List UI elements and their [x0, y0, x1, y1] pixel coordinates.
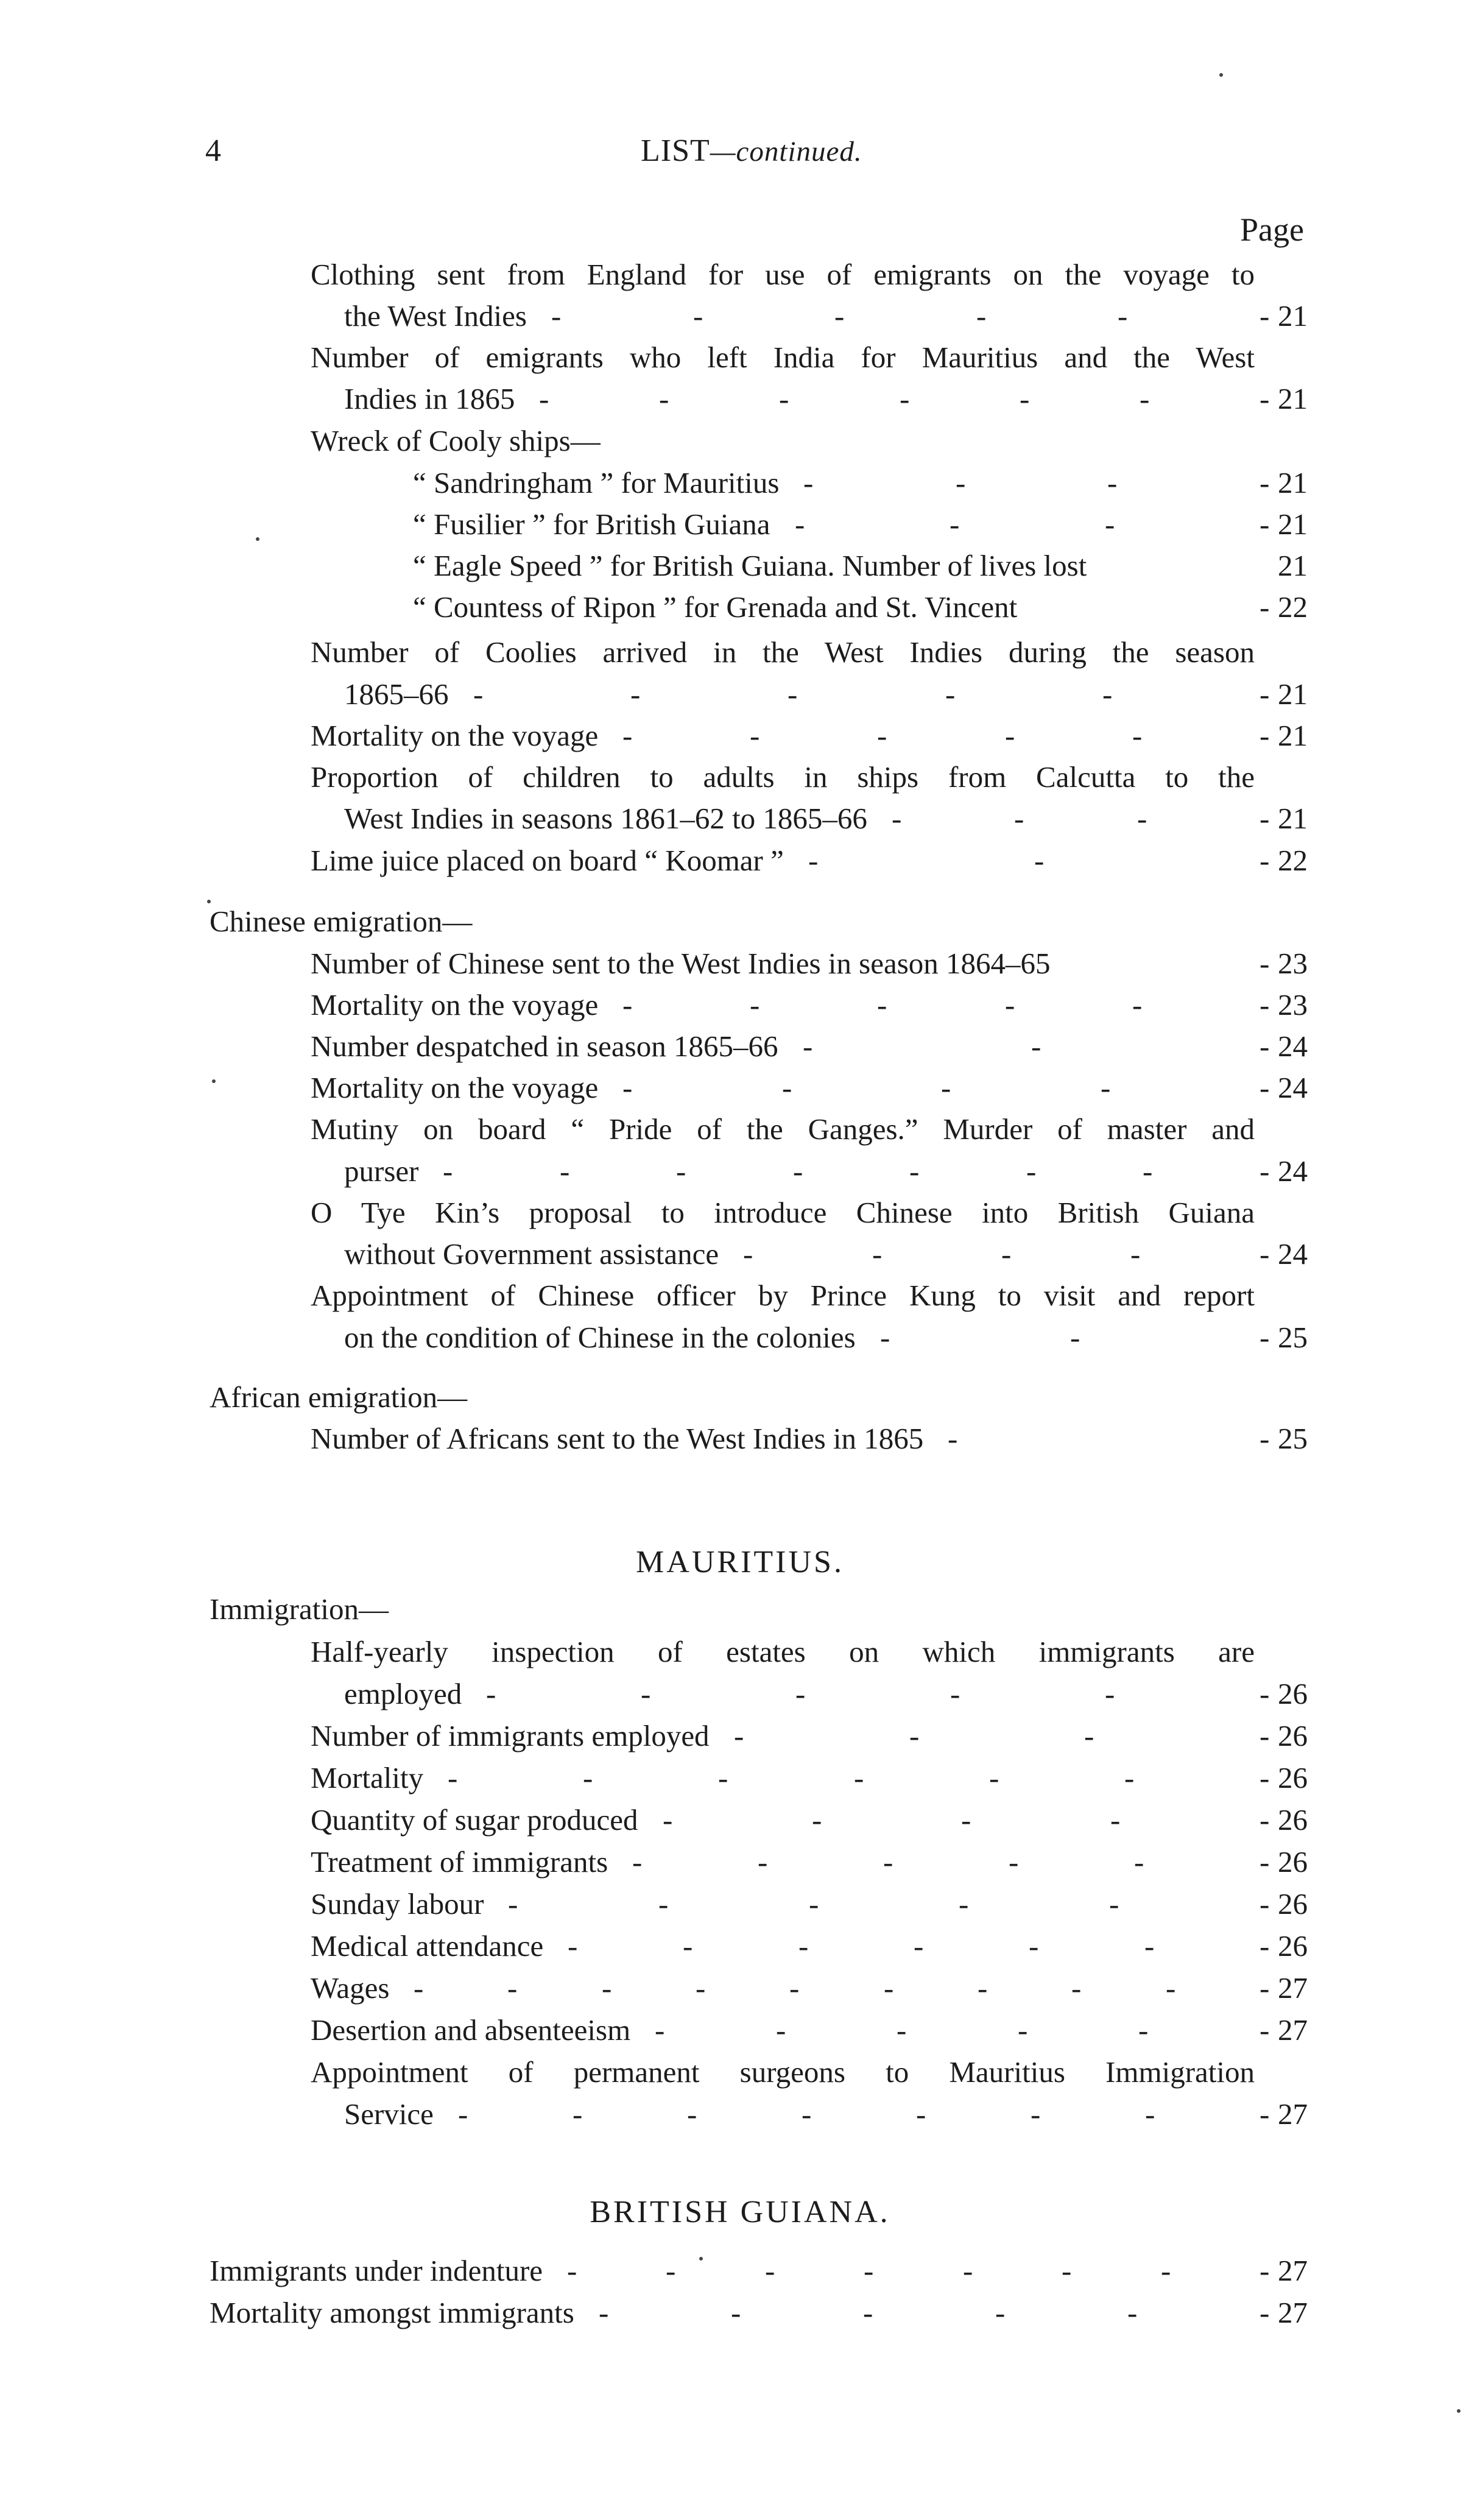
page-ref: 26: [1278, 1677, 1308, 1710]
leader-dash: -: [602, 1971, 612, 2005]
leader-dash: -: [950, 507, 960, 541]
page-ref: 22: [1278, 844, 1308, 877]
leader-dash: -: [508, 1887, 518, 1921]
entry-text: Clothing sent from England for use of emigrants on the voyage to: [311, 258, 1255, 291]
leader-dash: -: [448, 1761, 458, 1795]
leader-dash: -: [1031, 2097, 1041, 2131]
page-ref: 26: [1278, 1719, 1308, 1752]
running-head-continued: —continued.: [710, 136, 862, 168]
leader-dash: -: [663, 1803, 673, 1837]
leader-dash: -: [789, 1971, 800, 2005]
page-ref: 26: [1278, 1761, 1308, 1795]
leader-dash: -: [961, 1803, 971, 1837]
leader-dash: -: [622, 1071, 633, 1104]
leader-dash: -: [696, 1971, 706, 2005]
leader-dash: -: [1260, 507, 1270, 541]
leader-dash: -: [877, 988, 887, 1022]
page-ref: 23: [1278, 988, 1308, 1022]
page-ref: 27: [1278, 1971, 1308, 2005]
leader-dash: -: [1005, 988, 1015, 1022]
leader-dash: -: [486, 1677, 496, 1710]
entry-text: Immigrants under indenture: [210, 2254, 543, 2287]
leader-dash: -: [872, 1237, 883, 1271]
leader-dash: -: [793, 1154, 803, 1188]
leader-dash: -: [568, 1929, 578, 1963]
scan-speck: [207, 900, 211, 903]
toc-entry: [0, 1232, 1480, 1276]
leader-dash: -: [1260, 2296, 1270, 2329]
leader-dash: -: [1109, 1887, 1119, 1921]
page-ref: 27: [1278, 2254, 1308, 2287]
leader-dash: -: [630, 677, 641, 711]
toc-entry: [0, 2092, 1480, 2136]
toc-entry: [0, 942, 1480, 986]
leader-dash: -: [884, 1971, 894, 2005]
leader-dash: -: [803, 1029, 813, 1063]
leader-dash: -: [1132, 988, 1143, 1022]
leader-dash: -: [1026, 1154, 1037, 1188]
page-ref: 22: [1278, 590, 1308, 624]
leader-dash: -: [622, 988, 633, 1022]
leader-dash: -: [956, 466, 966, 499]
toc-entry: [0, 1191, 1480, 1235]
leader-dash: -: [1260, 1422, 1270, 1455]
entry-text: Quantity of sugar produced: [311, 1803, 638, 1837]
page-ref: 21: [1278, 299, 1308, 333]
entry-text: Appointment of Chinese officer by Prince Kung to visit and report: [311, 1279, 1255, 1312]
leader-dash: -: [808, 844, 819, 877]
page-ref: 25: [1278, 1422, 1308, 1455]
leader-dash: -: [1260, 1845, 1270, 1879]
leader-dash: -: [750, 988, 760, 1022]
leader-dash: -: [1140, 382, 1150, 415]
entry-text: “ Countess of Ripon ” for Grenada and St. Vincent: [413, 590, 1018, 624]
entry-text: Service: [344, 2097, 434, 2131]
entry-text: West Indies in seasons 1861–62 to 1865–66: [344, 802, 867, 835]
leader-dash: -: [573, 2097, 583, 2131]
toc-entry: [0, 1630, 1480, 1674]
toc-entry: [0, 1025, 1480, 1068]
leader-dash: -: [1134, 1845, 1144, 1879]
toc-entry: [0, 1924, 1480, 1968]
entry-text: on the condition of Chinese in the colonies: [344, 1321, 856, 1354]
leader-dash: -: [1020, 382, 1030, 415]
leader-dash: -: [950, 1677, 960, 1710]
heading-mauritius: MAURITIUS.: [636, 1545, 844, 1579]
leader-dash: -: [567, 2254, 577, 2287]
entry-text: Number of Chinese sent to the West Indies in season 1864–65: [311, 947, 1051, 980]
leader-dash: -: [1071, 1971, 1082, 2005]
leader-dash: -: [1105, 507, 1115, 541]
entry-text: employed: [344, 1677, 462, 1710]
leader-dash: -: [916, 2097, 926, 2131]
leader-dash: -: [880, 1321, 890, 1354]
leader-dash: -: [1143, 1154, 1153, 1188]
leader-dash: -: [883, 1845, 893, 1879]
leader-dash: -: [641, 1677, 651, 1710]
toc-entry: [0, 1066, 1480, 1110]
entry-text: Number of emigrants who left India for Mauritius and the West: [311, 341, 1255, 374]
leader-dash: -: [892, 802, 902, 835]
leader-dash: -: [1018, 2013, 1028, 2047]
toc-entry: [0, 419, 1480, 463]
leader-dash: -: [1138, 2013, 1149, 2047]
toc-entry: [0, 1966, 1480, 2010]
page-ref: 27: [1278, 2296, 1308, 2329]
leader-dash: -: [414, 1971, 424, 2005]
toc-entry: [0, 544, 1480, 588]
toc-entry: [0, 1756, 1480, 1800]
section-heading-immigration: [0, 1587, 1480, 1631]
page-ref: 27: [1278, 2013, 1308, 2047]
leader-dash: -: [1260, 2097, 1270, 2131]
entry-text: Mutiny on board “ Pride of the Ganges.” Murder of master and: [311, 1112, 1255, 1146]
page-ref: 26: [1278, 1803, 1308, 1837]
page-ref: 24: [1278, 1029, 1308, 1063]
leader-dash: -: [1110, 1803, 1121, 1837]
scan-speck: [699, 2257, 703, 2261]
toc-entry: [0, 503, 1480, 546]
leader-dash: -: [854, 1761, 864, 1795]
toc-entry: [0, 983, 1480, 1027]
leader-dash: -: [1260, 466, 1270, 499]
toc-entry: [0, 839, 1480, 883]
leader-dash: -: [782, 1071, 792, 1104]
toc-entry: [0, 1149, 1480, 1193]
leader-dash: -: [758, 1845, 768, 1879]
leader-dash: -: [1260, 1887, 1270, 1921]
leader-dash: -: [1260, 802, 1270, 835]
scan-speck: [1219, 73, 1223, 77]
leader-dash: -: [1161, 2254, 1171, 2287]
leader-dash: -: [776, 2013, 786, 2047]
leader-dash: -: [877, 719, 887, 752]
leader-dash: -: [989, 1761, 999, 1795]
page-ref: 24: [1278, 1237, 1308, 1271]
leader-dash: -: [788, 677, 798, 711]
entry-text: Sunday labour: [311, 1887, 484, 1921]
page-ref: 25: [1278, 1321, 1308, 1354]
leader-dash: -: [1127, 2296, 1138, 2329]
running-head-title: LIST: [641, 133, 710, 168]
entry-text: Mortality on the voyage: [311, 1071, 599, 1104]
leader-dash: -: [834, 299, 845, 333]
page-ref: 26: [1278, 1887, 1308, 1921]
leader-dash: -: [693, 299, 703, 333]
leader-dash: -: [798, 1929, 809, 1963]
toc-entry: [0, 461, 1480, 505]
leader-dash: -: [945, 677, 956, 711]
leader-dash: -: [963, 2254, 973, 2287]
leader-dash: -: [683, 1929, 693, 1963]
entry-text: Mortality on the voyage: [311, 988, 599, 1022]
toc-entry: [0, 585, 1480, 629]
leader-dash: -: [1102, 677, 1113, 711]
page-ref: 21: [1278, 549, 1308, 582]
entry-text: Number despatched in season 1865–66: [311, 1029, 778, 1063]
leader-dash: -: [1130, 1237, 1141, 1271]
leader-dash: -: [473, 677, 484, 711]
leader-dash: -: [909, 1154, 920, 1188]
leader-dash: -: [1137, 802, 1147, 835]
toc-entry: [0, 1672, 1480, 1716]
leader-dash: -: [897, 2013, 907, 2047]
leader-dash: -: [900, 382, 910, 415]
leader-dash: -: [1001, 1237, 1012, 1271]
entry-text: without Government assistance: [344, 1237, 719, 1271]
leader-dash: -: [687, 2097, 697, 2131]
entry-text: Desertion and absenteeism: [311, 2013, 631, 2047]
leader-dash: -: [1260, 1071, 1270, 1104]
leader-dash: -: [959, 1887, 969, 1921]
entry-text: Medical attendance: [311, 1929, 544, 1963]
leader-dash: -: [1118, 299, 1128, 333]
leader-dash: -: [803, 466, 814, 499]
leader-dash: -: [443, 1154, 453, 1188]
leader-dash: -: [539, 382, 549, 415]
leader-dash: -: [948, 1422, 958, 1455]
leader-dash: -: [731, 2296, 741, 2329]
leader-dash: -: [795, 1677, 806, 1710]
leader-dash: -: [1166, 1971, 1176, 2005]
entry-text: Number of immigrants employed: [311, 1719, 710, 1752]
leader-dash: -: [1105, 1677, 1115, 1710]
toc-entry: [0, 377, 1480, 421]
leader-dash: -: [1260, 1677, 1270, 1710]
entry-text: African emigration—: [210, 1380, 468, 1414]
toc-entry: [0, 630, 1480, 674]
leader-dash: -: [795, 507, 805, 541]
leader-dash: -: [1101, 1071, 1111, 1104]
scan-speck: [212, 1079, 216, 1083]
leader-dash: -: [1260, 1719, 1270, 1752]
leader-dash: -: [1260, 1761, 1270, 1795]
entry-text: Appointment of permanent surgeons to Mauritius Immigration: [311, 2055, 1255, 2089]
entry-text: Wages: [311, 1971, 390, 2005]
leader-dash: -: [1260, 1237, 1270, 1271]
page-ref: 21: [1278, 719, 1308, 752]
page-ref: 27: [1278, 2097, 1308, 2131]
section-heading-chinese: [0, 900, 1480, 944]
page-ref: 21: [1278, 802, 1308, 835]
entry-text: Lime juice placed on board “ Koomar ”: [311, 844, 784, 877]
leader-dash: -: [1132, 719, 1143, 752]
toc-entry: [0, 336, 1480, 379]
entry-text: Proportion of children to adults in ships from Calcutta to the: [311, 760, 1255, 794]
leader-dash: -: [1260, 1029, 1270, 1063]
leader-dash: -: [1144, 1929, 1155, 1963]
entry-text: Number of Africans sent to the West Indies in 1865: [311, 1422, 924, 1455]
page-column-heading: Page: [1240, 211, 1304, 248]
leader-dash: -: [1009, 1845, 1019, 1879]
toc-entry: [0, 253, 1480, 297]
leader-dash: -: [809, 1887, 819, 1921]
leader-dash: -: [560, 1154, 570, 1188]
leader-dash: -: [507, 1971, 518, 2005]
scan-speck: [256, 537, 259, 541]
toc-entry: [0, 755, 1480, 799]
running-head: [641, 133, 862, 169]
leader-dash: -: [765, 2254, 775, 2287]
leader-dash: -: [976, 299, 987, 333]
toc-entry: [0, 1882, 1480, 1926]
entry-text: 1865–66: [344, 677, 449, 711]
leader-dash: -: [659, 382, 669, 415]
toc-entry: [0, 2050, 1480, 2094]
leader-dash: -: [1062, 2254, 1072, 2287]
leader-dash: -: [1014, 802, 1024, 835]
toc-entry: [0, 2008, 1480, 2052]
page-ref: 21: [1278, 507, 1308, 541]
leader-dash: -: [718, 1761, 728, 1795]
heading-british-guiana: BRITISH GUIANA.: [590, 2195, 890, 2229]
leader-dash: -: [1260, 590, 1270, 624]
leader-dash: -: [1260, 1803, 1270, 1837]
toc-entry: [0, 797, 1480, 841]
section-heading-african: [0, 1375, 1480, 1419]
leader-dash: -: [1260, 2254, 1270, 2287]
scan-speck: [1457, 2409, 1461, 2413]
entry-text: purser: [344, 1154, 419, 1188]
toc-entry: [0, 1274, 1480, 1318]
leader-dash: -: [1005, 719, 1015, 752]
entry-text: Mortality amongst immigrants: [210, 2296, 574, 2329]
entry-text: “ Fusilier ” for British Guiana: [413, 507, 770, 541]
leader-dash: -: [1260, 382, 1270, 415]
leader-dash: -: [863, 2296, 873, 2329]
page-ref: 24: [1278, 1071, 1308, 1104]
leader-dash: -: [1260, 947, 1270, 980]
leader-dash: -: [1107, 466, 1118, 499]
entry-text: Treatment of immigrants: [311, 1845, 608, 1879]
leader-dash: -: [1260, 299, 1270, 333]
leader-dash: -: [941, 1071, 951, 1104]
toc-entry: [0, 294, 1480, 338]
leader-dash: -: [599, 2296, 609, 2329]
leader-dash: -: [676, 1154, 686, 1188]
toc-entry: [0, 714, 1480, 758]
toc-entry: [0, 2291, 1480, 2335]
leader-dash: -: [802, 2097, 812, 2131]
page-ref: 23: [1278, 947, 1308, 980]
leader-dash: -: [1031, 1029, 1041, 1063]
leader-dash: -: [743, 1237, 753, 1271]
leader-dash: -: [1260, 719, 1270, 752]
page-ref: 26: [1278, 1845, 1308, 1879]
leader-dash: -: [1260, 1321, 1270, 1354]
page-ref: 21: [1278, 382, 1308, 415]
toc-entry: [0, 1714, 1480, 1758]
page-ref: 21: [1278, 466, 1308, 499]
leader-dash: -: [734, 1719, 744, 1752]
leader-dash: -: [1070, 1321, 1080, 1354]
leader-dash: -: [1260, 1971, 1270, 2005]
leader-dash: -: [1260, 1929, 1270, 1963]
leader-dash: -: [995, 2296, 1006, 2329]
leader-dash: -: [632, 1845, 643, 1879]
entry-text: Mortality: [311, 1761, 424, 1795]
toc-entry: [0, 1417, 1480, 1461]
leader-dash: -: [750, 719, 760, 752]
leader-dash: -: [551, 299, 562, 333]
leader-dash: -: [909, 1719, 920, 1752]
leader-dash: -: [779, 382, 789, 415]
leader-dash: -: [583, 1761, 593, 1795]
entry-text: Chinese emigration—: [210, 905, 473, 938]
entry-text: “ Eagle Speed ” for British Guiana. Number of lives lost: [413, 549, 1087, 582]
leader-dash: -: [1124, 1761, 1135, 1795]
leader-dash: -: [914, 1929, 924, 1963]
page-number: 4: [205, 133, 221, 168]
page-ref: 24: [1278, 1154, 1308, 1188]
leader-dash: -: [1029, 1929, 1039, 1963]
leader-dash: -: [1034, 844, 1045, 877]
leader-dash: -: [666, 2254, 676, 2287]
leader-dash: -: [458, 2097, 468, 2131]
entry-text: Wreck of Cooly ships—: [311, 424, 601, 457]
entry-text: Mortality on the voyage: [311, 719, 599, 752]
leader-dash: -: [1260, 2013, 1270, 2047]
entry-text: Half-yearly inspection of estates on which immigrants are: [311, 1635, 1255, 1668]
leader-dash: -: [1084, 1719, 1094, 1752]
leader-dash: -: [864, 2254, 874, 2287]
toc-entry: [0, 1798, 1480, 1842]
leader-dash: -: [1260, 844, 1270, 877]
entry-text: O Tye Kin’s proposal to introduce Chinese into British Guiana: [311, 1196, 1255, 1229]
page-ref: 21: [1278, 677, 1308, 711]
entry-text: Number of Coolies arrived in the West Indies during the season: [311, 635, 1255, 669]
page-ref: 26: [1278, 1929, 1308, 1963]
leader-dash: -: [658, 1887, 669, 1921]
entry-text: Indies in 1865: [344, 382, 515, 415]
toc-entry: [0, 2249, 1480, 2293]
toc-entry: [0, 1840, 1480, 1884]
entry-text: the West Indies: [344, 299, 527, 333]
entry-text: “ Sandringham ” for Mauritius: [413, 466, 780, 499]
leader-dash: -: [1260, 1154, 1270, 1188]
toc-entry: [0, 672, 1480, 716]
toc-entry: [0, 1107, 1480, 1151]
entry-text: Immigration—: [210, 1592, 389, 1626]
leader-dash: -: [655, 2013, 665, 2047]
leader-dash: -: [1260, 988, 1270, 1022]
leader-dash: -: [1260, 677, 1270, 711]
toc-entry: [0, 1316, 1480, 1360]
leader-dash: -: [978, 1971, 988, 2005]
leader-dash: -: [1145, 2097, 1155, 2131]
leader-dash: -: [812, 1803, 822, 1837]
leader-dash: -: [622, 719, 633, 752]
